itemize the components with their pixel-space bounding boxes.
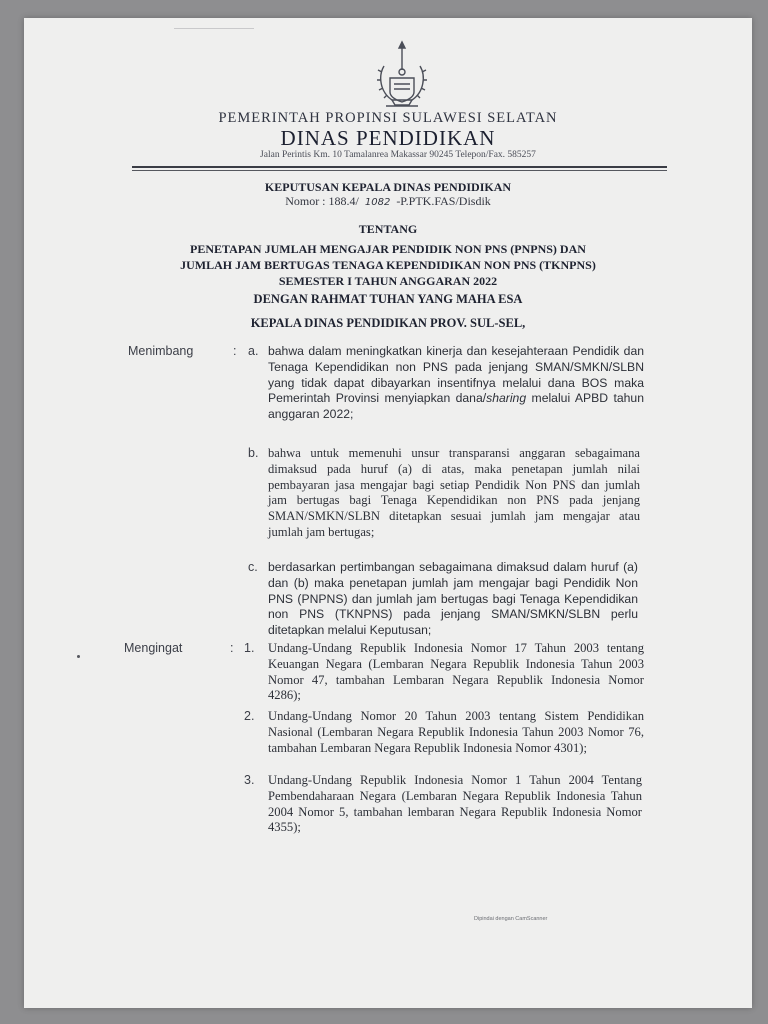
mengingat-colon: : (230, 641, 234, 655)
menimbang-item-c: berdasarkan pertimbangan sebagaimana dimaksud dalam huruf (a) dan (b) maka penetapan jumlah jam mengajar bagi Pendidik Non PNS (PNPNS) dan jumlah jam bertugas bagi Tenaga Kependidikan non PNS (TKNPNS) pada jenjang SMAN/SMKN/SLBN perlu ditetapkan melalui Keputusan; (268, 560, 638, 638)
decree-number-suffix: -P.PTK.FAS/Disdik (396, 194, 491, 208)
scanner-watermark: Dipindai dengan CamScanner (474, 916, 548, 922)
decree-number-handwritten: 1082 (364, 197, 391, 208)
government-name: PEMERINTAH PROPINSI SULAWESI SELATAN (218, 110, 558, 126)
tentang-heading: TENTANG (358, 222, 418, 236)
agency-address: Jalan Perintis Km. 10 Tamalanrea Makassar 90245 Telepon/Fax. 585257 (260, 150, 536, 160)
menimbang-label: Menimbang (128, 344, 194, 358)
provincial-emblem-icon (362, 36, 442, 116)
mengingat-item-3: Undang-Undang Republik Indonesia Nomor 1 Tahun 2004 Tentang Pembendaharaan Negara (Lembaran Negara Republik Indonesia Tahun 2004 Nomor 5, tambahan lembaran Negara Republik Indonesia Nomor 4355); (268, 773, 642, 835)
mengingat-mark-3: 3. (244, 773, 255, 787)
decree-number-prefix: Nomor : 188.4/ (285, 194, 359, 208)
subject-line-3: SEMESTER I TAHUN ANGGARAN 2022 (278, 274, 498, 288)
menimbang-item-a (268, 344, 644, 423)
menimbang-mark-b: b. (248, 446, 259, 460)
menimbang-item-a-italic: sharing (486, 391, 527, 406)
menimbang-item-a-text: bahwa dalam meningkatkan kinerja dan kesejahteraan Pendidik dan Tenaga Kependidikan non PNS pada jenjang SMAN/SMKN/SLBN yang tidak dapat dibayarkan insentifnya melalui dana BOS maka Pemerintah Provinsi menyiapkan dana/ (268, 344, 644, 406)
blessing-line: DENGAN RAHMAT TUHAN YANG MAHA ESA (253, 292, 523, 306)
mengingat-label: Mengingat (124, 641, 183, 655)
scan-speck (77, 655, 80, 658)
menimbang-mark-a: a. (248, 344, 259, 358)
mengingat-mark-1: 1. (244, 641, 255, 655)
menimbang-item-b: bahwa untuk memenuhi unsur transparansi anggaran sebagaimana dimaksud pada huruf (a) di atas, maka penetapan jumlah nilai pembayaran jasa mengajar bagi setiap Pendidik Non PNS dan jumlah jam bertugas bagi Tenaga Kependidikan non PNS pada jenjang SMAN/SMKN/SLBN ditetapkan sesuai jumlah jam mengajar atau jumlah jam bertugas; (268, 446, 640, 539)
menimbang-colon: : (233, 344, 237, 358)
decree-title: KEPUTUSAN KEPALA DINAS PENDIDIKAN (264, 180, 512, 194)
menimbang-mark-c: c. (248, 560, 258, 574)
subject-line-2: JUMLAH JAM BERTUGAS TENAGA KEPENDIDIKAN NON PNS (TKNPNS) (180, 258, 596, 272)
decree-number (24, 194, 752, 209)
agency-name: DINAS PENDIDIKAN (280, 126, 496, 150)
mengingat-item-2: Undang-Undang Nomor 20 Tahun 2003 tentang Sistem Pendidikan Nasional (Lembaran Negara Republik Indonesia Tahun 2003 Nomor 76, tambahan Lembaran Negara Republik Indonesia Nomor 4301); (268, 709, 644, 755)
subject-line-1: PENETAPAN JUMLAH MENGAJAR PENDIDIK NON PNS (PNPNS) DAN (190, 242, 586, 256)
scan-artifact-line (174, 28, 254, 29)
mengingat-item-1: Undang-Undang Republik Indonesia Nomor 17 Tahun 2003 tentang Keuangan Negara (Lembaran Negara Republik Indonesia Tahun 2003 Nomor 47, tambahan Lembaran Negara Republik Indonesia Nomor 4286); (268, 641, 644, 703)
letterhead-rule-thick (132, 166, 667, 168)
mengingat-mark-2: 2. (244, 709, 255, 723)
document-page (24, 18, 752, 1008)
menimbang-item-a-text-end: melalui APBD tahun anggaran 2022; (268, 391, 644, 422)
letterhead-rule-thin (132, 170, 667, 171)
issuer-line: KEPALA DINAS PENDIDIKAN PROV. SUL-SEL, (250, 316, 526, 330)
